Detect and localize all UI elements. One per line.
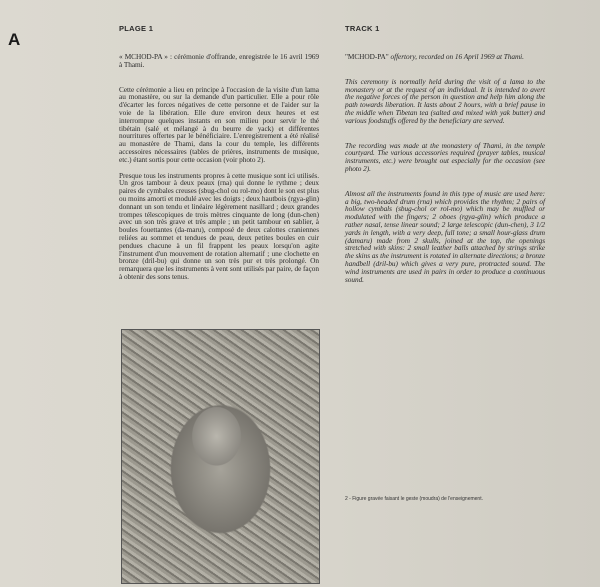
french-paragraph-1: Cette cérémonie a lieu en principe à l'occasion de la visite d'un lama au monastère, ou sur la demande d'un particulier. Elle a pour rôle d'écarter les forces négatives de cette personne et de l'aider sur la voie de la libération. Elle dure environ deux heures et est interrompue quelques instants en son milieu pour servir le thé tibétain (salé et mélangé à du beurre de yack) et différentes nourritures offertes par le bénéficiaire. L'enregistrement a été réalisé au monastère de Thami, dans la cour du temple, les différents accessoires nécessaires (tables de prières, instruments de musique, etc.) étant sortis pour cette occasion (voir photo 2).: [119, 84, 319, 164]
english-column: [345, 24, 545, 291]
french-title: « MCHOD-PA » : cérémonie d'offrande, enregistrée le 16 avril 1969 à Thami.: [119, 52, 319, 69]
french-heading: PLAGE 1: [119, 24, 154, 33]
english-paragraph-2: The recording was made at the monastery of Thami, in the temple courtyard. The various accessories required (prayer tables, musical instruments, etc.) were brought out especially for the occasion (see photo 2).: [345, 140, 545, 173]
english-title-rest: offertory, recorded on 16 April 1969 at Thami.: [390, 52, 524, 61]
english-title: [345, 53, 545, 61]
english-heading: TRACK 1: [345, 24, 380, 33]
french-paragraph-2: Presque tous les instruments propres à cette musique sont ici utilisés. Un gros tambour à deux peaux (rna) qui donne le rythme ; deux paires de cymbales creuses (sbug-chol ou rol-mo) dont le son est plus ou moins amorti et modulé avec les doigts ; deux hautbois (rgya-glin) donnant un son tendu et linéaire légèrement nasillard ; deux grandes trompes télescopiques de trois mètres cinquante de long (dun-chen) avec un son très grave et très ample ; un petit tambour en sablier, à boules fouettantes (da-maru), composé de deux calottes craniennes reliées au sommet et tendues de peau, deux petites boules en cuir pendues chacune à un fil frappent les peaux lorsqu'on agite l'instrument d'un mouvement de rotation alternatif ; une clochette en bronze (dril-bu) qui donne un son très pur et très prolongé. On remarquera que les instruments à vent sont utilisés par paire, de façon à obtenir des sons tenus.: [119, 170, 319, 281]
side-label: A: [8, 30, 21, 49]
english-paragraph-1: This ceremony is normally held during the visit of a lama to the monastery or at the request of an individual. It is intended to avert the negative forces of the person in question and help him along the path towards liberation. It lasts about 2 hours, with a brief pause in the middle when Tibetan tea (salted and mixed with yak butter) and various foodstuffs offered by the beneficiary are served.: [345, 76, 545, 125]
english-title-name: "MCHOD-PA": [345, 52, 389, 61]
french-column: [119, 24, 319, 289]
english-paragraph-3: Almost all the instruments found in this type of music are used here: a big, two-headed drum (rna) which provides the rhythm; 2 pairs of hollow cymbals (sbug-chol or rol-mo) which may be muffled or modulated with the fingers; 2 oboes (rgya-glin) which produce a rather nasal, tense linear sound; 2 large telescopic (dun-chen), 3 1/2 yards in length, with a very deep, full tone; a small hour-glass drum (damaru) made from 2 skulls, joined at the top, the openings stretched with skins: 2 small leather balls attached by strings strike the skins as the instrument is rotated in alternate directions; a bronze handbell (dril-bu) which gives a very pure, protracted sound. The wind instruments are used in pairs in order to produce a continuous sound.: [345, 188, 545, 284]
photo-caption: 2 - Figure gravée faisant le geste (moudra) de l'enseignement.: [345, 496, 483, 502]
stone-carving-photo: [121, 329, 320, 584]
